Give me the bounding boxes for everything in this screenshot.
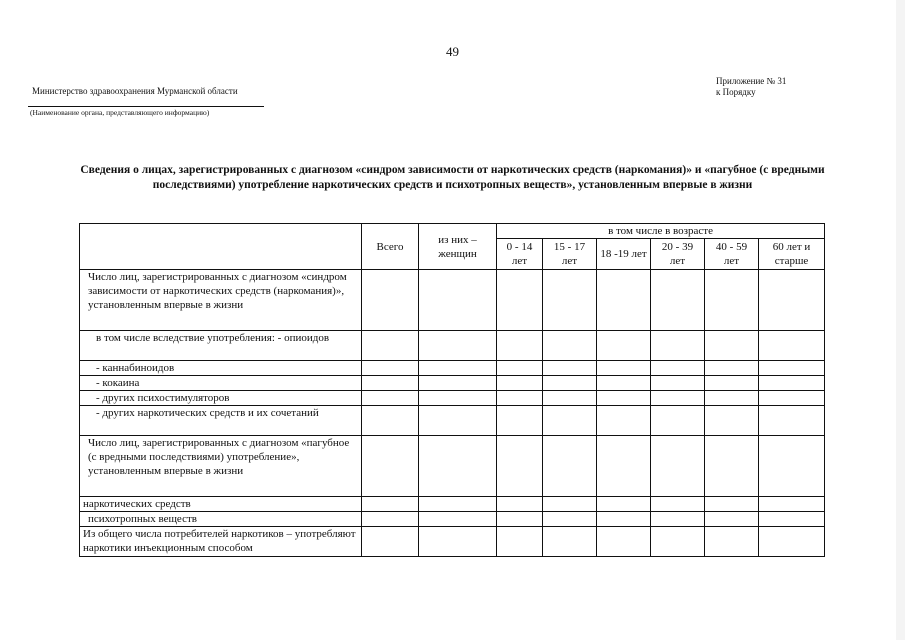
data-cell[interactable] (651, 270, 705, 331)
appendix-reference (716, 76, 786, 98)
report-table (79, 223, 825, 557)
col-header-age-15-17: 15 - 17 лет (543, 239, 597, 270)
data-cell[interactable] (597, 406, 651, 436)
data-cell[interactable] (597, 331, 651, 361)
data-cell[interactable] (759, 435, 825, 496)
data-cell[interactable] (705, 270, 759, 331)
data-cell[interactable] (497, 527, 543, 557)
data-cell[interactable] (362, 360, 419, 375)
data-cell[interactable] (705, 496, 759, 511)
data-cell[interactable] (543, 375, 597, 390)
col-header-age-40-59: 40 - 59 лет (705, 239, 759, 270)
data-cell[interactable] (597, 391, 651, 406)
col-header-women: из них – женщин (419, 224, 497, 270)
page-number: 49 (446, 44, 459, 59)
data-cell[interactable] (651, 512, 705, 527)
data-cell[interactable] (419, 375, 497, 390)
row-label: Число лиц, зарегистрированных с диагнозом «синдром зависимости от наркотических средств (наркомания)», установленным впервые в жизни (80, 270, 362, 331)
data-cell[interactable] (497, 391, 543, 406)
data-cell[interactable] (419, 512, 497, 527)
data-cell[interactable] (705, 391, 759, 406)
table-row (80, 496, 825, 511)
data-cell[interactable] (543, 496, 597, 511)
table-row (80, 391, 825, 406)
data-cell[interactable] (362, 527, 419, 557)
col-header-age-0-14: 0 - 14 лет (497, 239, 543, 270)
data-cell[interactable] (705, 527, 759, 557)
row-label: - кокаина (80, 375, 362, 390)
data-cell[interactable] (497, 512, 543, 527)
data-cell[interactable] (759, 406, 825, 436)
org-caption: (Наименование органа, представляющего информацию) (30, 108, 210, 117)
col-header-age-60-plus: 60 лет и старше (759, 239, 825, 270)
data-cell[interactable] (419, 406, 497, 436)
data-cell[interactable] (651, 496, 705, 511)
data-cell[interactable] (759, 512, 825, 527)
data-cell[interactable] (362, 270, 419, 331)
data-cell[interactable] (419, 360, 497, 375)
data-cell[interactable] (597, 375, 651, 390)
data-cell[interactable] (759, 375, 825, 390)
data-cell[interactable] (759, 496, 825, 511)
table-row (80, 512, 825, 527)
data-cell[interactable] (543, 527, 597, 557)
data-cell[interactable] (543, 331, 597, 361)
data-cell[interactable] (497, 270, 543, 331)
data-cell[interactable] (362, 496, 419, 511)
data-cell[interactable] (651, 360, 705, 375)
row-label: - каннабиноидов (80, 360, 362, 375)
col-header-age-group: в том числе в возрасте (497, 224, 825, 239)
data-cell[interactable] (497, 360, 543, 375)
data-cell[interactable] (705, 375, 759, 390)
table-row (80, 406, 825, 436)
data-cell[interactable] (419, 527, 497, 557)
col-header-age-20-39: 20 - 39 лет (651, 239, 705, 270)
table-row (80, 270, 825, 331)
data-cell[interactable] (362, 375, 419, 390)
col-header-total: Всего (362, 224, 419, 270)
row-label: наркотических средств (80, 496, 362, 511)
data-cell[interactable] (651, 391, 705, 406)
data-cell[interactable] (419, 391, 497, 406)
data-cell[interactable] (362, 391, 419, 406)
data-cell[interactable] (497, 375, 543, 390)
data-cell[interactable] (651, 406, 705, 436)
data-cell[interactable] (705, 512, 759, 527)
data-cell[interactable] (543, 512, 597, 527)
appendix-line-2: к Порядку (716, 87, 756, 97)
data-cell[interactable] (597, 527, 651, 557)
data-cell[interactable] (419, 496, 497, 511)
data-cell[interactable] (497, 435, 543, 496)
data-cell[interactable] (543, 360, 597, 375)
data-cell[interactable] (597, 496, 651, 511)
data-cell[interactable] (651, 331, 705, 361)
data-cell[interactable] (705, 331, 759, 361)
data-cell[interactable] (705, 360, 759, 375)
data-cell[interactable] (497, 496, 543, 511)
ministry-name: Министерство здравоохранения Мурманской области (32, 86, 238, 96)
data-cell[interactable] (362, 512, 419, 527)
data-cell[interactable] (419, 270, 497, 331)
table-row (80, 360, 825, 375)
data-cell[interactable] (497, 406, 543, 436)
table-row (80, 435, 825, 496)
table-row (80, 375, 825, 390)
col-header-age-18-19: 18 -19 лет (597, 239, 651, 270)
data-cell[interactable] (759, 391, 825, 406)
data-cell[interactable] (759, 360, 825, 375)
ministry-underline (28, 106, 264, 107)
report-title: Сведения о лицах, зарегистрированных с диагнозом «синдром зависимости от наркотических средств (наркомания)» и «пагубное (с вредными последствиями) употребление наркотических средств и психотропных веществ», установленным впервые в жизни (80, 164, 825, 191)
data-cell[interactable] (597, 360, 651, 375)
data-cell[interactable] (543, 435, 597, 496)
table-row (80, 331, 825, 361)
data-cell[interactable] (597, 270, 651, 331)
data-cell[interactable] (543, 391, 597, 406)
data-cell[interactable] (759, 527, 825, 557)
data-cell[interactable] (543, 270, 597, 331)
table-row (80, 527, 825, 557)
row-label: - других психостимуляторов (80, 391, 362, 406)
data-cell[interactable] (362, 331, 419, 361)
row-label: - других наркотических средств и их сочетаний (80, 406, 362, 436)
data-cell[interactable] (759, 270, 825, 331)
data-cell[interactable] (419, 435, 497, 496)
data-cell[interactable] (543, 406, 597, 436)
data-cell[interactable] (419, 331, 497, 361)
data-cell[interactable] (651, 435, 705, 496)
appendix-line-1: Приложение № 31 (716, 76, 787, 86)
row-label: Из общего числа потребителей наркотиков – употребляют наркотики инъекционным способом (80, 527, 362, 557)
header-blank-cell (80, 224, 362, 270)
data-cell[interactable] (362, 406, 419, 436)
data-cell[interactable] (362, 435, 419, 496)
scan-edge-shadow (896, 0, 905, 640)
data-cell[interactable] (705, 406, 759, 436)
row-label: в том числе вследствие употребления: - опиоидов (80, 331, 362, 361)
data-cell[interactable] (759, 331, 825, 361)
data-cell[interactable] (651, 527, 705, 557)
row-label: психотропных веществ (80, 512, 362, 527)
data-cell[interactable] (705, 435, 759, 496)
data-cell[interactable] (597, 435, 651, 496)
data-cell[interactable] (497, 331, 543, 361)
row-label: Число лиц, зарегистрированных с диагнозом «пагубное (с вредными последствиями) употребление», установленным впервые в жизни (80, 435, 362, 496)
data-cell[interactable] (651, 375, 705, 390)
data-cell[interactable] (597, 512, 651, 527)
